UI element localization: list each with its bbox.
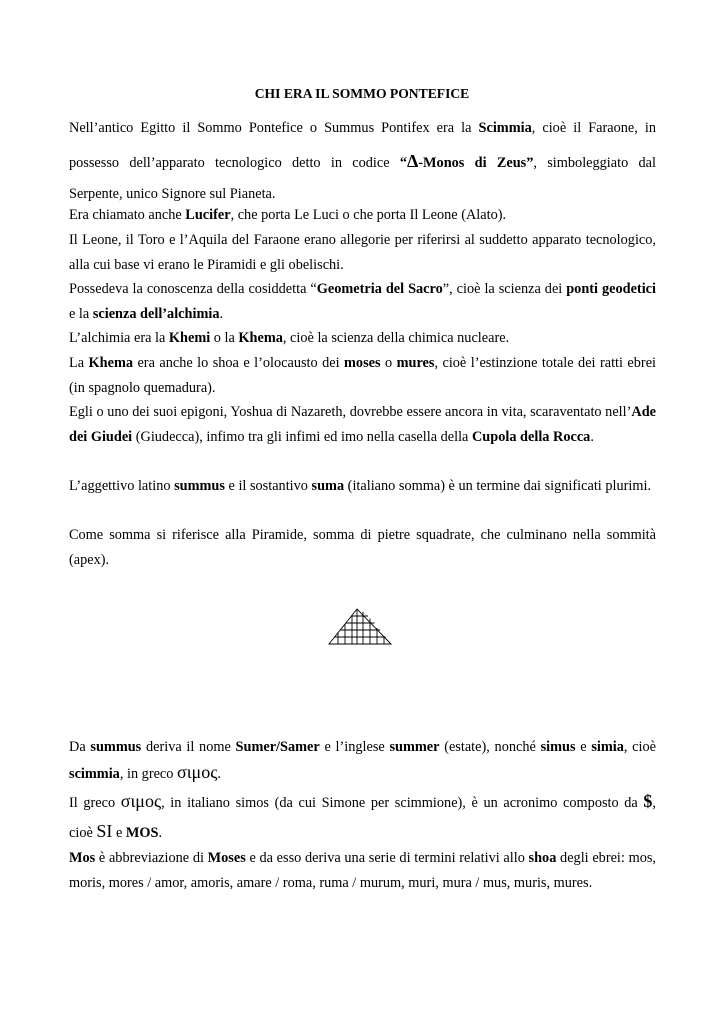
bold-term: summer <box>389 739 440 755</box>
delta-symbol: Δ <box>407 151 419 171</box>
text-span: ”, cioè la scienza dei <box>442 281 567 297</box>
text-span: , cioè l’estinzione totale dei ratti ebrei (in spagnolo quemadura). <box>69 355 657 396</box>
bold-term: mures <box>396 355 435 371</box>
text-span: (italiano somma) è un termine dai significati plurimi. <box>344 478 652 494</box>
text-span: Nell’antico Egitto il Sommo Pontefice o Summus Pontifex era la <box>69 120 479 136</box>
paragraph-khema <box>69 351 656 400</box>
bold-term: simia <box>591 739 624 755</box>
text-span: , simboleggiato dal <box>533 155 656 171</box>
text-span: o la <box>210 330 239 346</box>
text-span: . <box>219 305 224 322</box>
bold-term: “ <box>399 155 407 171</box>
text-span: (Giudecca), infimo tra gli infimi ed imo nella casella della <box>132 428 472 445</box>
paragraph-line <box>69 149 656 173</box>
bold-term: Khema <box>88 355 134 371</box>
text-span: , in italiano simos (da cui Simone per scimmione), è un acronimo composto da <box>161 795 644 811</box>
bold-term: scimmia <box>69 765 120 782</box>
bold-term: Lucifer <box>185 207 231 223</box>
pyramid-icon <box>328 607 392 645</box>
paragraph-sumer <box>69 735 656 786</box>
bold-term: moses <box>344 355 381 371</box>
bold-term: Khema <box>238 330 283 346</box>
text-span: e da esso deriva una serie di termini relativi allo <box>245 850 529 866</box>
si-symbol: SI <box>96 821 113 841</box>
paragraph-line <box>69 116 656 140</box>
paragraph-alchimia <box>69 326 656 351</box>
bold-term: Cupola della Rocca <box>471 428 591 445</box>
bold-term: Khemi <box>168 330 211 346</box>
text-span: (estate), nonché <box>439 739 541 755</box>
bold-term: simus <box>540 739 576 755</box>
bold-term: Ade dei Giudei <box>69 404 656 445</box>
paragraph-summus <box>69 474 656 499</box>
text-span: L’alchimia era la <box>69 330 169 346</box>
text-span: degli ebrei: mos, moris, mores / amor, amoris, amare / roma, ruma / murum, muri, mura / mus, muris, mures. <box>69 850 656 891</box>
paragraph-simos <box>69 789 656 843</box>
bold-term: MOS <box>125 825 159 841</box>
text-span: La <box>69 355 89 371</box>
bold-term: -Monos di Zeus” <box>418 155 534 171</box>
bold-term: Mos <box>69 850 96 866</box>
bold-term: ponti geodetici <box>566 281 656 297</box>
text-span: , cioè la scienza della chimica nucleare. <box>282 330 510 346</box>
greek-word: σιμος <box>177 761 218 782</box>
bold-term: Geometria del Sacro <box>316 281 443 297</box>
paragraph-lucifer <box>69 203 656 228</box>
text-span: . <box>590 428 594 445</box>
text-span: e <box>112 825 126 841</box>
text-span: e la <box>69 305 93 322</box>
text-span: era anche lo shoa e l’olocausto dei <box>133 355 345 371</box>
text-span: , <box>652 795 656 811</box>
text-span: , che porta Le Luci o che porta Il Leone (Alato). <box>230 207 507 223</box>
text-span: Possedeva la conoscenza della cosiddetta “ <box>69 281 317 297</box>
bold-term: Moses <box>207 850 246 866</box>
text-span: Egli o uno dei suoi epigoni, Yoshua di Nazareth, dovrebbe essere ancora in vita, scaraventato nell’ <box>69 404 632 420</box>
text-span: L’aggettivo latino <box>69 478 175 494</box>
paragraph-yoshua <box>69 400 656 449</box>
paragraph-leone: Il Leone, il Toro e l’Aquila del Faraone erano allegorie per riferirsi al suddetto apparato tecnologico, alla cui base vi erano le Piramidi e gli obelischi. <box>69 232 656 273</box>
text-span: è abbreviazione di <box>95 850 208 866</box>
bold-term: summus <box>90 739 142 755</box>
bold-term: summus <box>174 478 225 494</box>
page-title: CHI ERA IL SOMMO PONTEFICE <box>254 86 470 101</box>
paragraph-intro <box>69 116 656 206</box>
dollar-symbol: $ <box>643 791 653 811</box>
text-span: possesso dell’apparato tecnologico detto in codice <box>69 155 400 171</box>
text-span: e il sostantivo <box>224 478 312 494</box>
paragraph-line: Serpente, unico Signore sul Pianeta. <box>69 186 276 202</box>
greek-word: σιμος <box>120 791 162 811</box>
bold-term: Sumer/Samer <box>235 739 320 755</box>
text-span: Da <box>69 739 91 755</box>
text-span: deriva il nome <box>141 739 236 755</box>
paragraph-line <box>69 789 656 813</box>
text-span: o <box>380 355 397 371</box>
text-span: , cioè <box>623 739 656 755</box>
paragraph-piramide: Come somma si riferisce alla Piramide, somma di pietre squadrate, che culminano nella sommità (apex). <box>69 527 656 568</box>
text-span: e l’inglese <box>319 739 390 755</box>
text-span: . <box>158 825 163 841</box>
paragraph-mos <box>69 846 656 895</box>
text-span: , cioè il Faraone, in <box>531 120 656 136</box>
text-span: , in greco <box>119 765 177 782</box>
bold-term: shoa <box>528 850 557 866</box>
bold-term: scienza dell’alchimia <box>92 305 220 322</box>
text-span: Era chiamato anche <box>69 207 186 223</box>
paragraph-geometria <box>69 277 656 326</box>
text-span: Il greco <box>69 795 121 811</box>
text-span: cioè <box>69 825 97 841</box>
text-span: e <box>575 739 592 755</box>
bold-term: Scimmia <box>478 120 532 136</box>
paragraph-line <box>69 819 656 843</box>
bold-term: suma <box>311 478 345 494</box>
text-span: . <box>217 765 221 782</box>
